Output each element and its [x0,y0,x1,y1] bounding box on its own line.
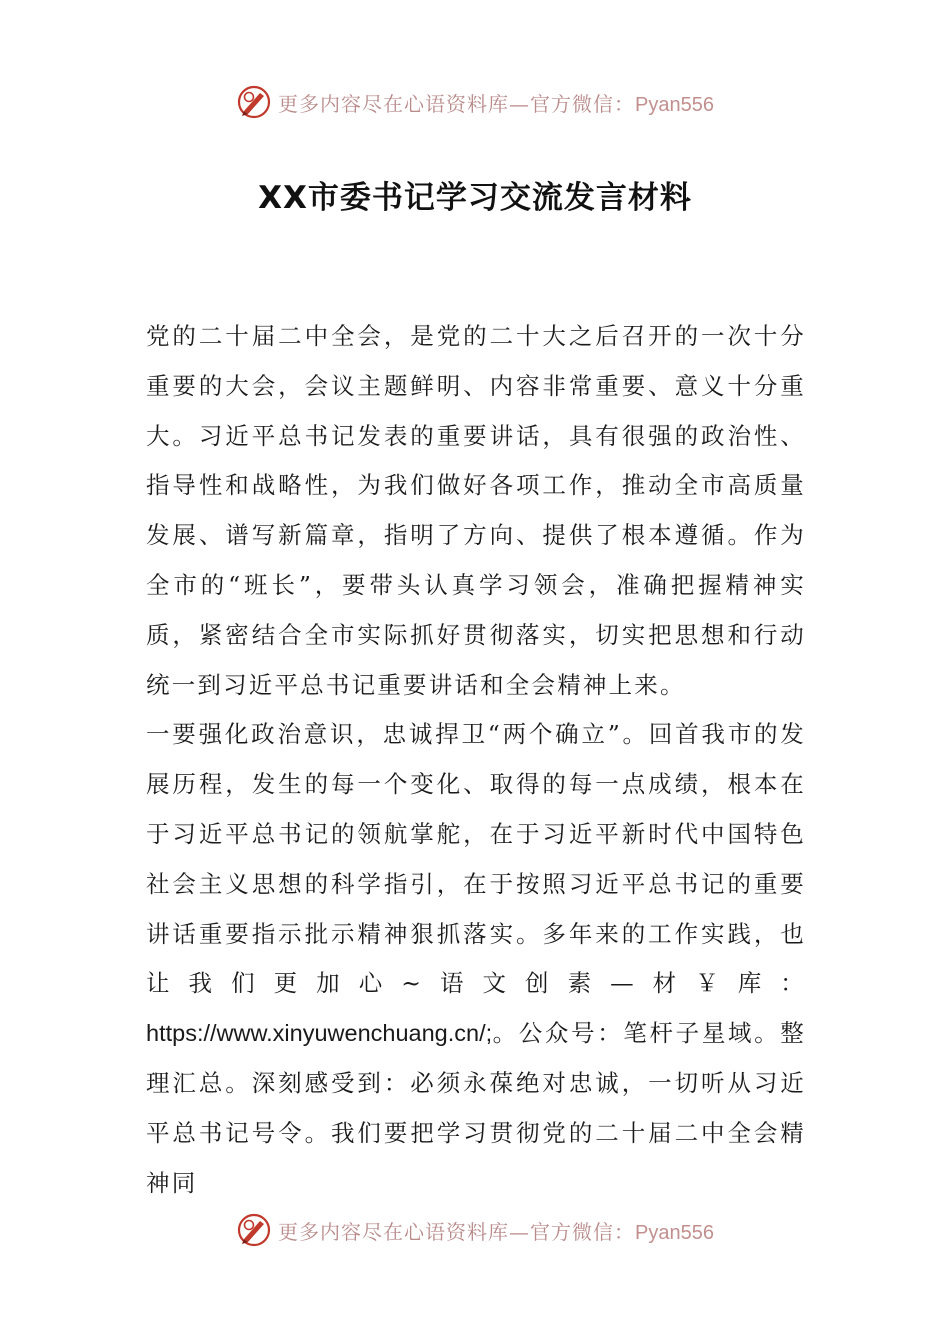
pen-logo-icon [236,84,272,120]
document-title: XX市委书记学习交流发言材料 [258,180,692,216]
footer-watermark [0,1210,950,1250]
watermark-text: 更多内容尽在心语资料库—官方微信：Pyan556 [278,1219,714,1244]
document-body [146,312,806,1208]
website-link[interactable]: https://www.xinyuwenchuang.cn/; [146,1020,493,1047]
paragraph-1: 党的二十届二中全会，是党的二十大之后召开的一次十分重要的大会，会议主题鲜明、内容非常重要、意义十分重大。习近平总书记发表的重要讲话，具有很强的政治性、指导性和战略性，为我们做好各项工作，推动全市高质量发展、谱写新篇章，指明了方向、提供了根本遵循。作为全市的“班长”，要带头认真学习领会，准确把握精神实质，紧密结合全市实际抓好贯彻落实，切实把思想和行动统一到习近平总书记重要讲话和全会精神上来。 [146,322,806,699]
header-watermark [0,82,950,122]
watermark-text: 更多内容尽在心语资料库—官方微信：Pyan556 [278,91,714,116]
paragraph-2: 一要强化政治意识，忠诚捍卫“两个确立”。回首我市的发展历程，发生的每一个变化、取得的每一点成绩，根本在于习近平总书记的领航掌舵，在于习近平新时代中国特色社会主义思想的科学指引，在于按照习近平总书记的重要讲话重要指示批示精神狠抓落实。多年来的工作实践，也让我们更加心~语文创素—材￥库：https://www.xinyuwenchuang.cn/;。公众号：笔杆子星域。整理汇总。深刻感受到：必须永葆绝对忠诚，一切听从习近平总书记号令。我们要把学习贯彻党的二十届二中全会精神同 [146,720,806,1197]
pen-logo-icon [236,1212,272,1248]
